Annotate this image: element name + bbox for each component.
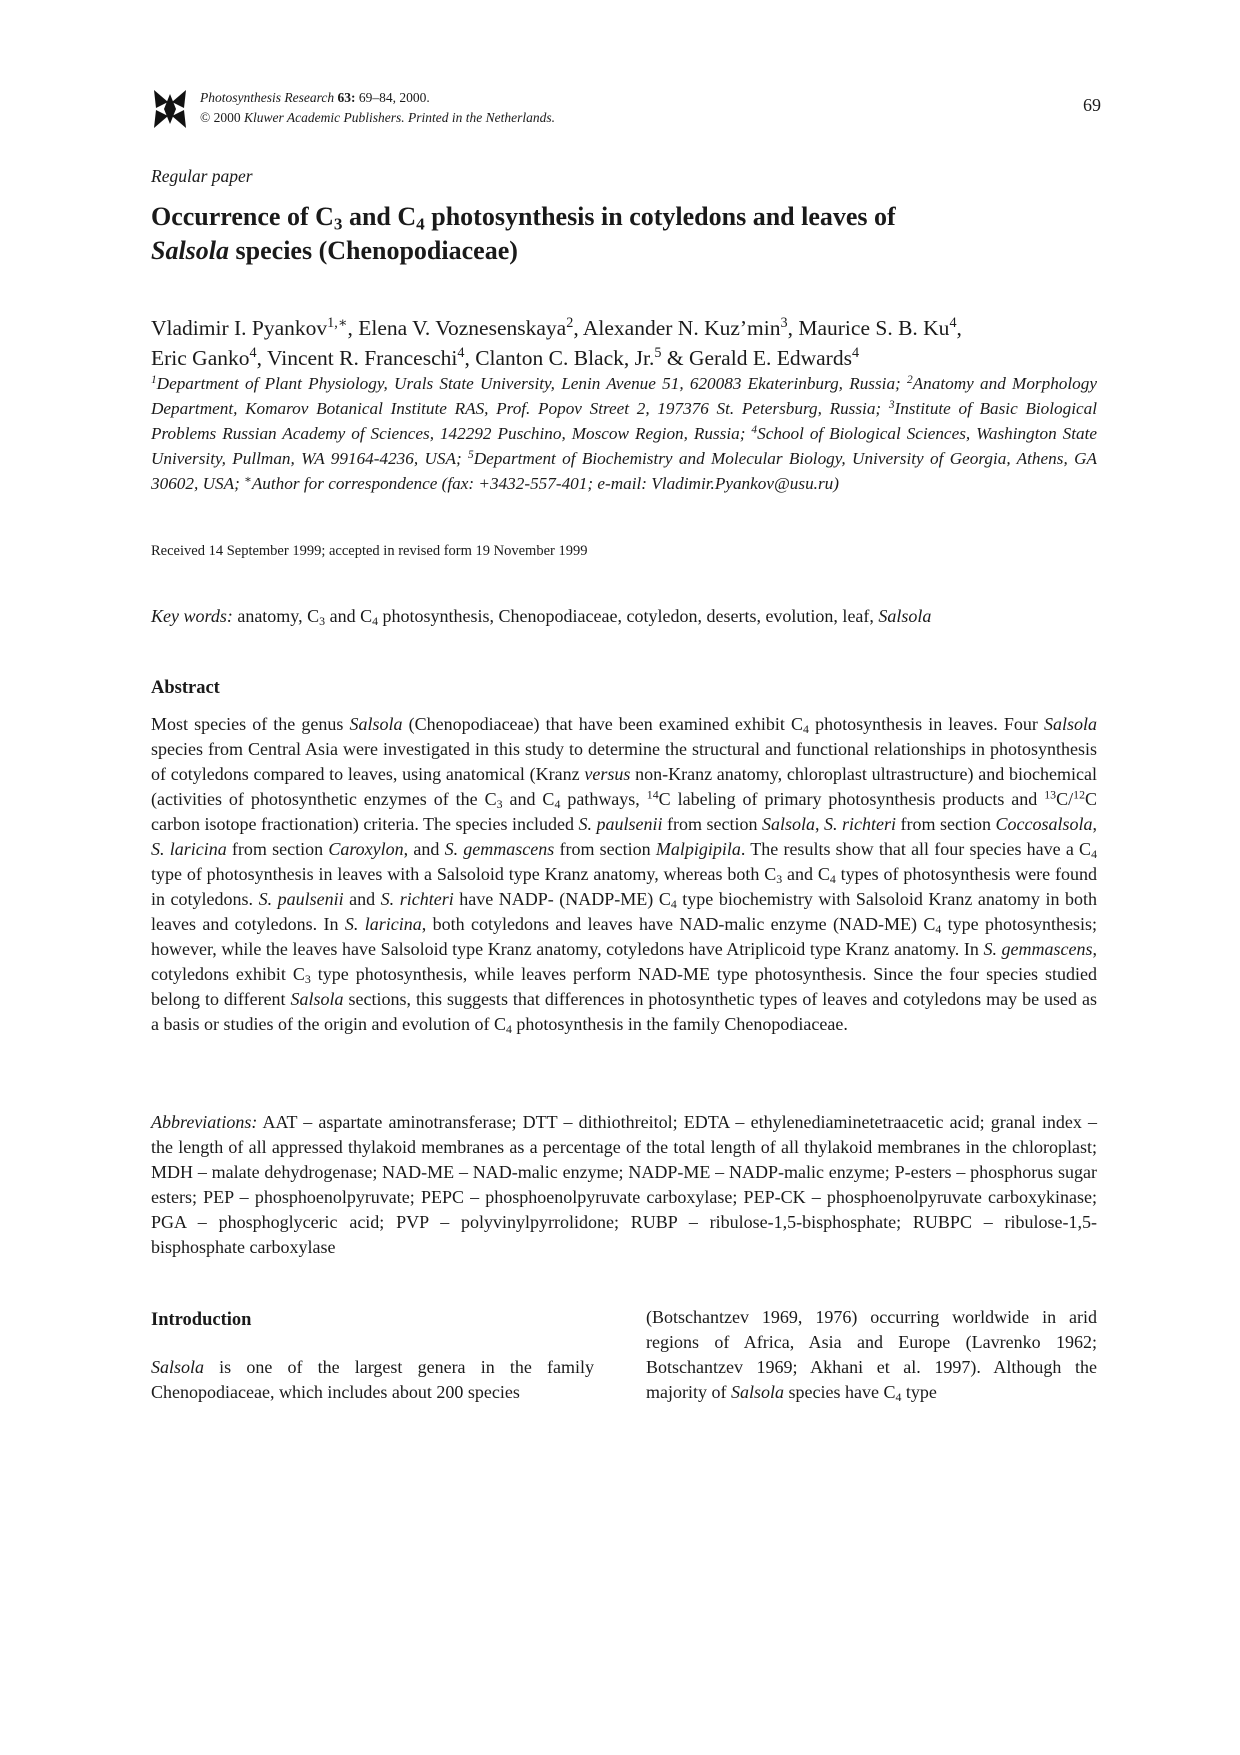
abstract-segment: species from Central Asia were investigated in this study to determine the structural and functional relationships in photosynthesis of cotyledons compared to leaves, using anatomical (Kranz — [151, 739, 1097, 784]
author-list — [151, 313, 1111, 373]
abstract-segment: C/ — [1056, 789, 1074, 809]
abstract-segment: 4 — [670, 896, 677, 911]
abstract-segment: , both cotyledons and leaves have NAD-malic enzyme (NAD-ME) C — [421, 914, 936, 934]
abstract-segment: , — [815, 814, 825, 834]
paper-type: Regular paper — [151, 166, 253, 186]
abstract-segment: Salsola — [349, 714, 403, 734]
abstract-segment: 4 — [935, 921, 942, 936]
affiliation: $^2$Anatomy and Morphology Department, Komarov Botanical Institute RAS, Prof. Popov Street 2, 197376 St. Petersburg, Russia; — [151, 373, 1097, 418]
abstract-segment: Salsola — [290, 989, 344, 1009]
abstract-segment: 4 — [829, 871, 836, 886]
abstract-segment: , — [1092, 814, 1098, 834]
abstract-segment: S. gemmascens — [983, 939, 1093, 959]
abstract-segment: Coccosalsola — [995, 814, 1093, 834]
abstract-body — [151, 712, 1097, 1037]
introduction-column-right: (Botschantzev 1969, 1976) occurring worldwide in arid regions of Africa, Asia and Europe (Lavrenko 1962; Botschantzev 1969; Akhani et al. 1997). Although the majority of Salsola species have $C_4$ type — [646, 1307, 1097, 1404]
publisher-line: Kluwer Academic Publishers. Printed in the Netherlands. — [244, 110, 555, 125]
abstract-segment: and C — [502, 789, 555, 809]
abbreviations-text: AAT – aspartate aminotransferase; DTT – dithiothreitol; EDTA – ethylenediaminetetraacetic acid; granal index – the length of all appressed thylakoid membranes as a percentage of the total length of all thylakoid membranes in the chloroplast; MDH – malate dehydrogenase; NAD-ME – NAD-malic enzyme; NADP-ME – NADP-malic enzyme; P-esters – phosphorus sugar esters; PEP – phosphoenolpyruvate; PEPC – phosphoenolpyruvate carboxylase; PEP-CK – phosphoenolpyruvate carboxykinase; PGA – phosphoglyceric acid; PVP – polyvinylpyrrolidone; RUBP – ribulose-1,5-bisphosphate; RUBPC – ribulose-1,5-bisphosphate carboxylase — [151, 1112, 1097, 1257]
abstract-segment: , cotyledons exhibit C — [151, 939, 1097, 984]
abstract-segment: from section — [226, 839, 329, 859]
abstract-segment: 4 — [803, 721, 809, 736]
abstract-segment: pathways, — [560, 789, 647, 809]
abstract-segment: 4 — [505, 1021, 512, 1036]
author: Vladimir I. Pyankov$^{1,∗}$, — [151, 315, 359, 340]
abstract-segment: C carbon isotope fractionation) criteria. The species included — [151, 789, 1098, 834]
journal-pages: 69–84, 2000. — [358, 90, 430, 105]
copyright-symbol: © — [200, 110, 211, 125]
abstract-segment: from section — [662, 814, 762, 834]
author: Gerald E. Edwards$^4$ — [688, 345, 860, 370]
abstract-segment: versus — [584, 764, 631, 784]
abstract-segment: type photosynthesis; however, while the leaves have Salsoloid type Kranz anatomy, cotyledons have Atriplicoid type Kranz anatomy. In — [151, 914, 1097, 959]
abstract-segment: have NADP- (NADP-ME) C — [453, 889, 671, 909]
abstract-segment: 14 — [646, 787, 659, 802]
abstract-segment: S. richteri — [824, 814, 897, 834]
affiliation: $^4$School of Biological Sciences, Washington State University, Pullman, WA 99164-4236, USA; — [151, 423, 1098, 468]
abstract-segment: Salsola — [762, 814, 816, 834]
abstract-segment: Salsola — [1043, 714, 1097, 734]
abstract-segment: S. richteri — [380, 889, 454, 909]
journal-line — [200, 88, 555, 108]
introduction-column-left: Salsola is one of the largest genera in the family Chenopodiaceae, which includes about 200 species — [151, 1357, 594, 1402]
abbreviations — [151, 1110, 1097, 1260]
abstract-segment: , and — [403, 839, 445, 859]
abstract-segment: Malpigipila — [655, 839, 741, 859]
abstract-segment: 13 — [1044, 787, 1057, 802]
affiliation: $^3$Institute of Basic Biological Problems Russian Academy of Sciences, 142292 Puschino, Moscow Region, Russia; — [151, 398, 1097, 443]
introduction-heading: Introduction — [151, 1310, 252, 1330]
publisher-logo-icon — [152, 88, 188, 130]
abstract-segment: type biochemistry with Salsoloid Kranz anatomy in both leaves and cotyledons. In — [151, 889, 1097, 934]
abstract-heading: Abstract — [151, 678, 220, 698]
abstract-segment: (Chenopodiaceae) that have been examined exhibit C — [402, 714, 804, 734]
author: Alexander N. $Kuz’\min^3$, — [582, 315, 799, 340]
affiliation: $^1$Department of Plant Physiology, Urals State University, Lenin Avenue 51, 620083 Ekaterinburg, Russia; — [151, 373, 907, 393]
author: Elena V. Voznesenskaya$^2$, — [358, 315, 583, 340]
abstract-segment: and C — [782, 864, 830, 884]
copyright-year: 2000 — [213, 110, 241, 125]
journal-volume: 63: — [337, 90, 356, 105]
abstract-segment: type photosynthesis, while leaves perform NAD-ME type photosynthesis. Since the four species studied belong to different — [151, 964, 1098, 1009]
abbreviations-label: Abbreviations: — [151, 1112, 258, 1132]
journal-name: Photosynthesis Research — [200, 90, 335, 105]
abstract-segment: 4 — [1091, 846, 1097, 861]
affiliation: ∗Author for correspondence (fax: +3432-557-401; e-mail: Vladimir.Pyankov@usu.ru) — [244, 473, 839, 493]
abstract-segment: from section — [896, 814, 996, 834]
affiliation: $^5$Department of Biochemistry and Molecular Biology, University of Georgia, Athens, GA 30602, USA; — [151, 448, 1097, 493]
abstract-segment: photosynthesis in leaves. Four — [808, 714, 1044, 734]
author: Maurice S. B. Ku$^4$, — [798, 315, 962, 340]
abstract-segment: 3 — [776, 871, 783, 886]
abstract-segment: non-Kranz anatomy, chloroplast ultrastructure) and biochemical (activities of photosynthetic enzymes of the C — [151, 764, 1097, 809]
journal-citation — [200, 88, 555, 128]
abstract-segment: from section — [554, 839, 656, 859]
abstract-segment: 3 — [496, 796, 503, 811]
abstract-segment: 12 — [1073, 787, 1085, 802]
abstract-segment: S. laricina — [344, 914, 422, 934]
author: Vincent R. Franceschi$^4$, — [266, 345, 476, 370]
abstract-segment: and — [343, 889, 381, 909]
affiliations — [151, 371, 1097, 496]
received-date: Received 14 September 1999; accepted in revised form 19 November 1999 — [151, 543, 588, 559]
abstract-segment: 4 — [554, 796, 561, 811]
abstract-segment: photosynthesis in the family Chenopodiaceae. — [511, 1014, 848, 1034]
abstract-segment: types of photosynthesis were found in cotyledons. — [151, 864, 1098, 909]
abstract-segment: . The results show that all four species have a C — [740, 839, 1092, 859]
abstract-segment: Most species of the genus — [151, 714, 350, 734]
abstract-segment: S. gemmascens — [444, 839, 555, 859]
abstract-segment: S. laricina — [151, 839, 227, 859]
abstract-segment: S. paulsenii — [578, 814, 663, 834]
copyright-line — [200, 108, 555, 128]
author: Clanton C. Black, Jr.$^5$ & — [475, 345, 689, 370]
author: Eric Ganko$^4$, — [151, 345, 267, 370]
keywords-label: Key words: — [151, 606, 233, 626]
paper-title: Occurrence of $C_3$ and $C_4$ photosynthesis in cotyledons and leaves of Salsola species (Chenopodiaceae) — [151, 202, 896, 265]
page-number: 69 — [1083, 95, 1101, 115]
abstract-segment: Caroxylon — [328, 839, 404, 859]
abstract-segment: 3 — [304, 971, 311, 986]
abstract-segment: C labeling of primary photosynthesis products and — [658, 789, 1045, 809]
abstract-segment: sections, this suggests that differences in photosynthetic types of leaves and cotyledons may be used as a basis or studies of the origin and evolution of C — [151, 989, 1097, 1034]
abstract-segment: S. paulsenii — [258, 889, 344, 909]
abstract-segment: type of photosynthesis in leaves with a Salsoloid type Kranz anatomy, whereas both C — [151, 864, 777, 884]
keywords: Key words: anatomy, $C_3$ and $C_4$ photosynthesis, Chenopodiaceae, cotyledon, deserts, evolution, leaf, Salsola — [151, 606, 932, 628]
